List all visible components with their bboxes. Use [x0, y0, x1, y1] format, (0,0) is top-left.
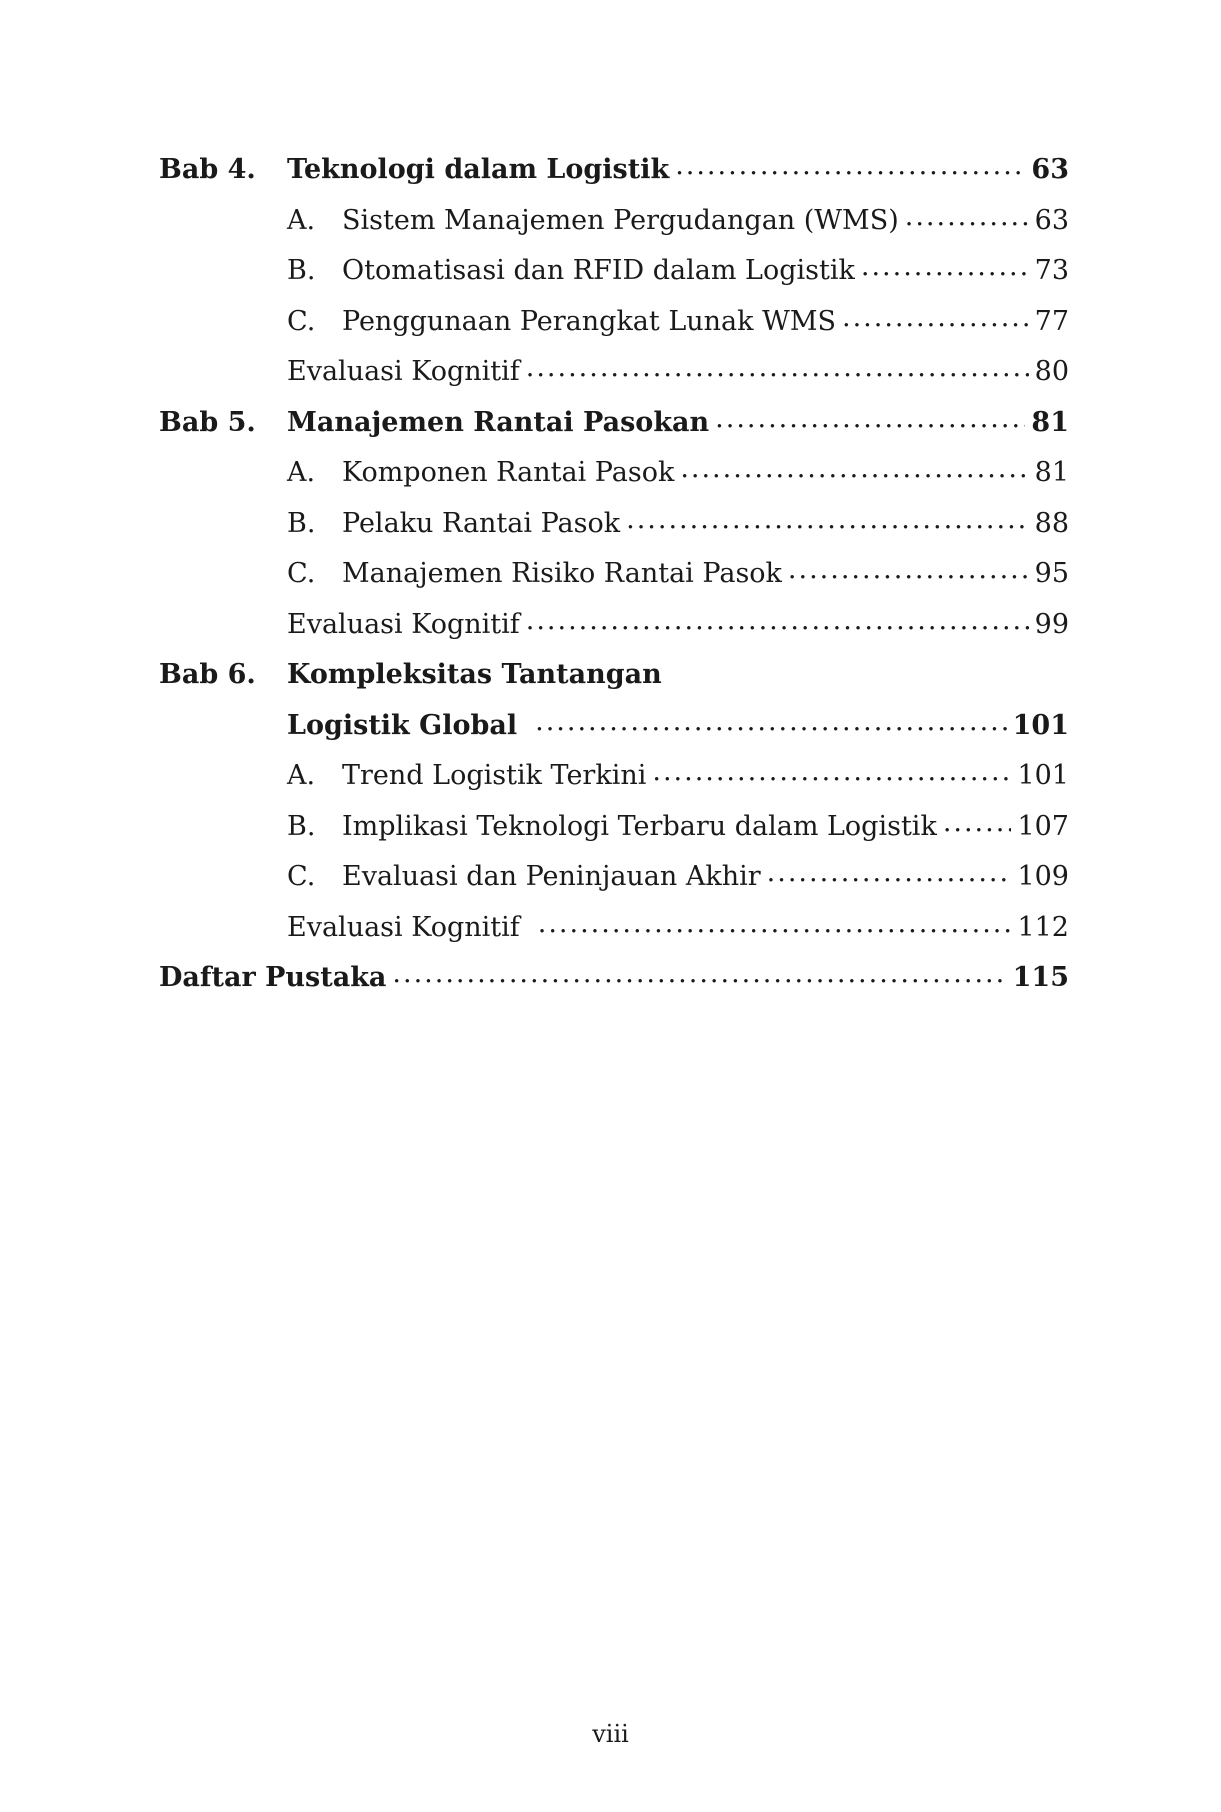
entry-letter: A.	[287, 204, 316, 236]
toc-entry[interactable]	[159, 205, 1069, 256]
entry-title: Sistem Manajemen Pergudangan (WMS)	[342, 204, 899, 236]
dot-leader	[392, 958, 1006, 989]
page-ref: 99	[1034, 608, 1069, 640]
dot-leader	[861, 251, 1029, 282]
page-ref: 63	[1034, 204, 1069, 236]
toc-evaluasi[interactable]	[159, 356, 1069, 407]
entry-letter: B.	[287, 255, 316, 286]
chapter-title-continued: Logistik Global	[287, 709, 518, 741]
toc-entry[interactable]	[159, 558, 1069, 609]
dot-leader	[652, 756, 1011, 787]
dot-leader	[538, 908, 1012, 939]
dot-leader	[680, 453, 1028, 484]
dot-leader	[526, 605, 1029, 636]
toc-chapter-6-line2[interactable]	[159, 710, 1069, 761]
entry-title: Pelaku Rantai Pasok	[342, 507, 621, 539]
toc-daftar-pustaka[interactable]	[159, 962, 1069, 1013]
toc-chapter-6-line1[interactable]	[159, 659, 1069, 710]
dot-leader	[715, 403, 1025, 434]
page-ref: 88	[1034, 507, 1069, 539]
entry-letter: A.	[287, 457, 316, 488]
dot-leader	[842, 302, 1029, 333]
entry-title: Daftar Pustaka	[159, 962, 387, 993]
toc-entry[interactable]	[159, 861, 1069, 912]
dot-leader	[943, 807, 1012, 838]
entry-title: Evaluasi Kognitif	[287, 608, 520, 640]
toc-chapter-5[interactable]	[159, 407, 1069, 458]
chapter-title: Teknologi dalam Logistik	[287, 154, 670, 185]
page-ref: 81	[1031, 406, 1069, 438]
toc-entry[interactable]	[159, 457, 1069, 508]
page-ref: 112	[1017, 911, 1069, 943]
entry-title: Evaluasi dan Peninjauan Akhir	[342, 861, 761, 892]
page-ref: 101	[1012, 709, 1069, 741]
page-ref: 95	[1034, 558, 1069, 589]
page-ref: 73	[1034, 255, 1069, 286]
page-ref: 80	[1034, 356, 1069, 387]
page-ref: 101	[1017, 760, 1069, 791]
toc-evaluasi[interactable]	[159, 609, 1069, 660]
entry-letter: C.	[287, 305, 316, 337]
entry-title: Evaluasi Kognitif	[287, 911, 520, 943]
dot-leader	[535, 706, 1007, 737]
entry-letter: C.	[287, 558, 316, 589]
entry-title: Komponen Rantai Pasok	[342, 457, 675, 488]
chapter-title: Kompleksitas Tantangan	[287, 659, 662, 690]
page-number: viii	[592, 1720, 629, 1748]
table-of-contents	[159, 154, 1069, 1013]
page-ref: 63	[1031, 154, 1069, 185]
page-ref: 115	[1012, 962, 1069, 993]
entry-letter: B.	[287, 810, 316, 842]
toc-entry[interactable]	[159, 811, 1069, 862]
dot-leader	[905, 201, 1029, 232]
chapter-title: Manajemen Rantai Pasokan	[287, 406, 710, 438]
dot-leader	[675, 150, 1025, 181]
entry-title: Manajemen Risiko Rantai Pasok	[342, 558, 782, 589]
entry-title: Penggunaan Perangkat Lunak WMS	[342, 305, 836, 337]
entry-title: Implikasi Teknologi Terbaru dalam Logistik	[342, 810, 937, 842]
dot-leader	[788, 554, 1029, 585]
toc-entry[interactable]	[159, 255, 1069, 306]
page-ref: 109	[1017, 861, 1069, 892]
toc-entry[interactable]	[159, 508, 1069, 559]
dot-leader	[526, 352, 1029, 383]
entry-title: Evaluasi Kognitif	[287, 356, 520, 387]
toc-evaluasi[interactable]	[159, 912, 1069, 963]
dot-leader	[767, 857, 1012, 888]
page-ref: 81	[1034, 457, 1069, 488]
entry-title: Otomatisasi dan RFID dalam Logistik	[342, 255, 855, 286]
chapter-label: Bab 6.	[159, 659, 256, 690]
toc-entry[interactable]	[159, 760, 1069, 811]
entry-letter: C.	[287, 861, 316, 892]
chapter-label: Bab 5.	[159, 406, 256, 438]
entry-title: Trend Logistik Terkini	[342, 760, 647, 791]
dot-leader	[626, 504, 1029, 535]
entry-letter: B.	[287, 507, 316, 539]
toc-chapter-4[interactable]	[159, 154, 1069, 205]
chapter-label: Bab 4.	[159, 154, 256, 185]
page-ref: 77	[1034, 305, 1069, 337]
toc-entry[interactable]	[159, 306, 1069, 357]
entry-letter: A.	[287, 760, 316, 791]
page-ref: 107	[1017, 810, 1069, 842]
